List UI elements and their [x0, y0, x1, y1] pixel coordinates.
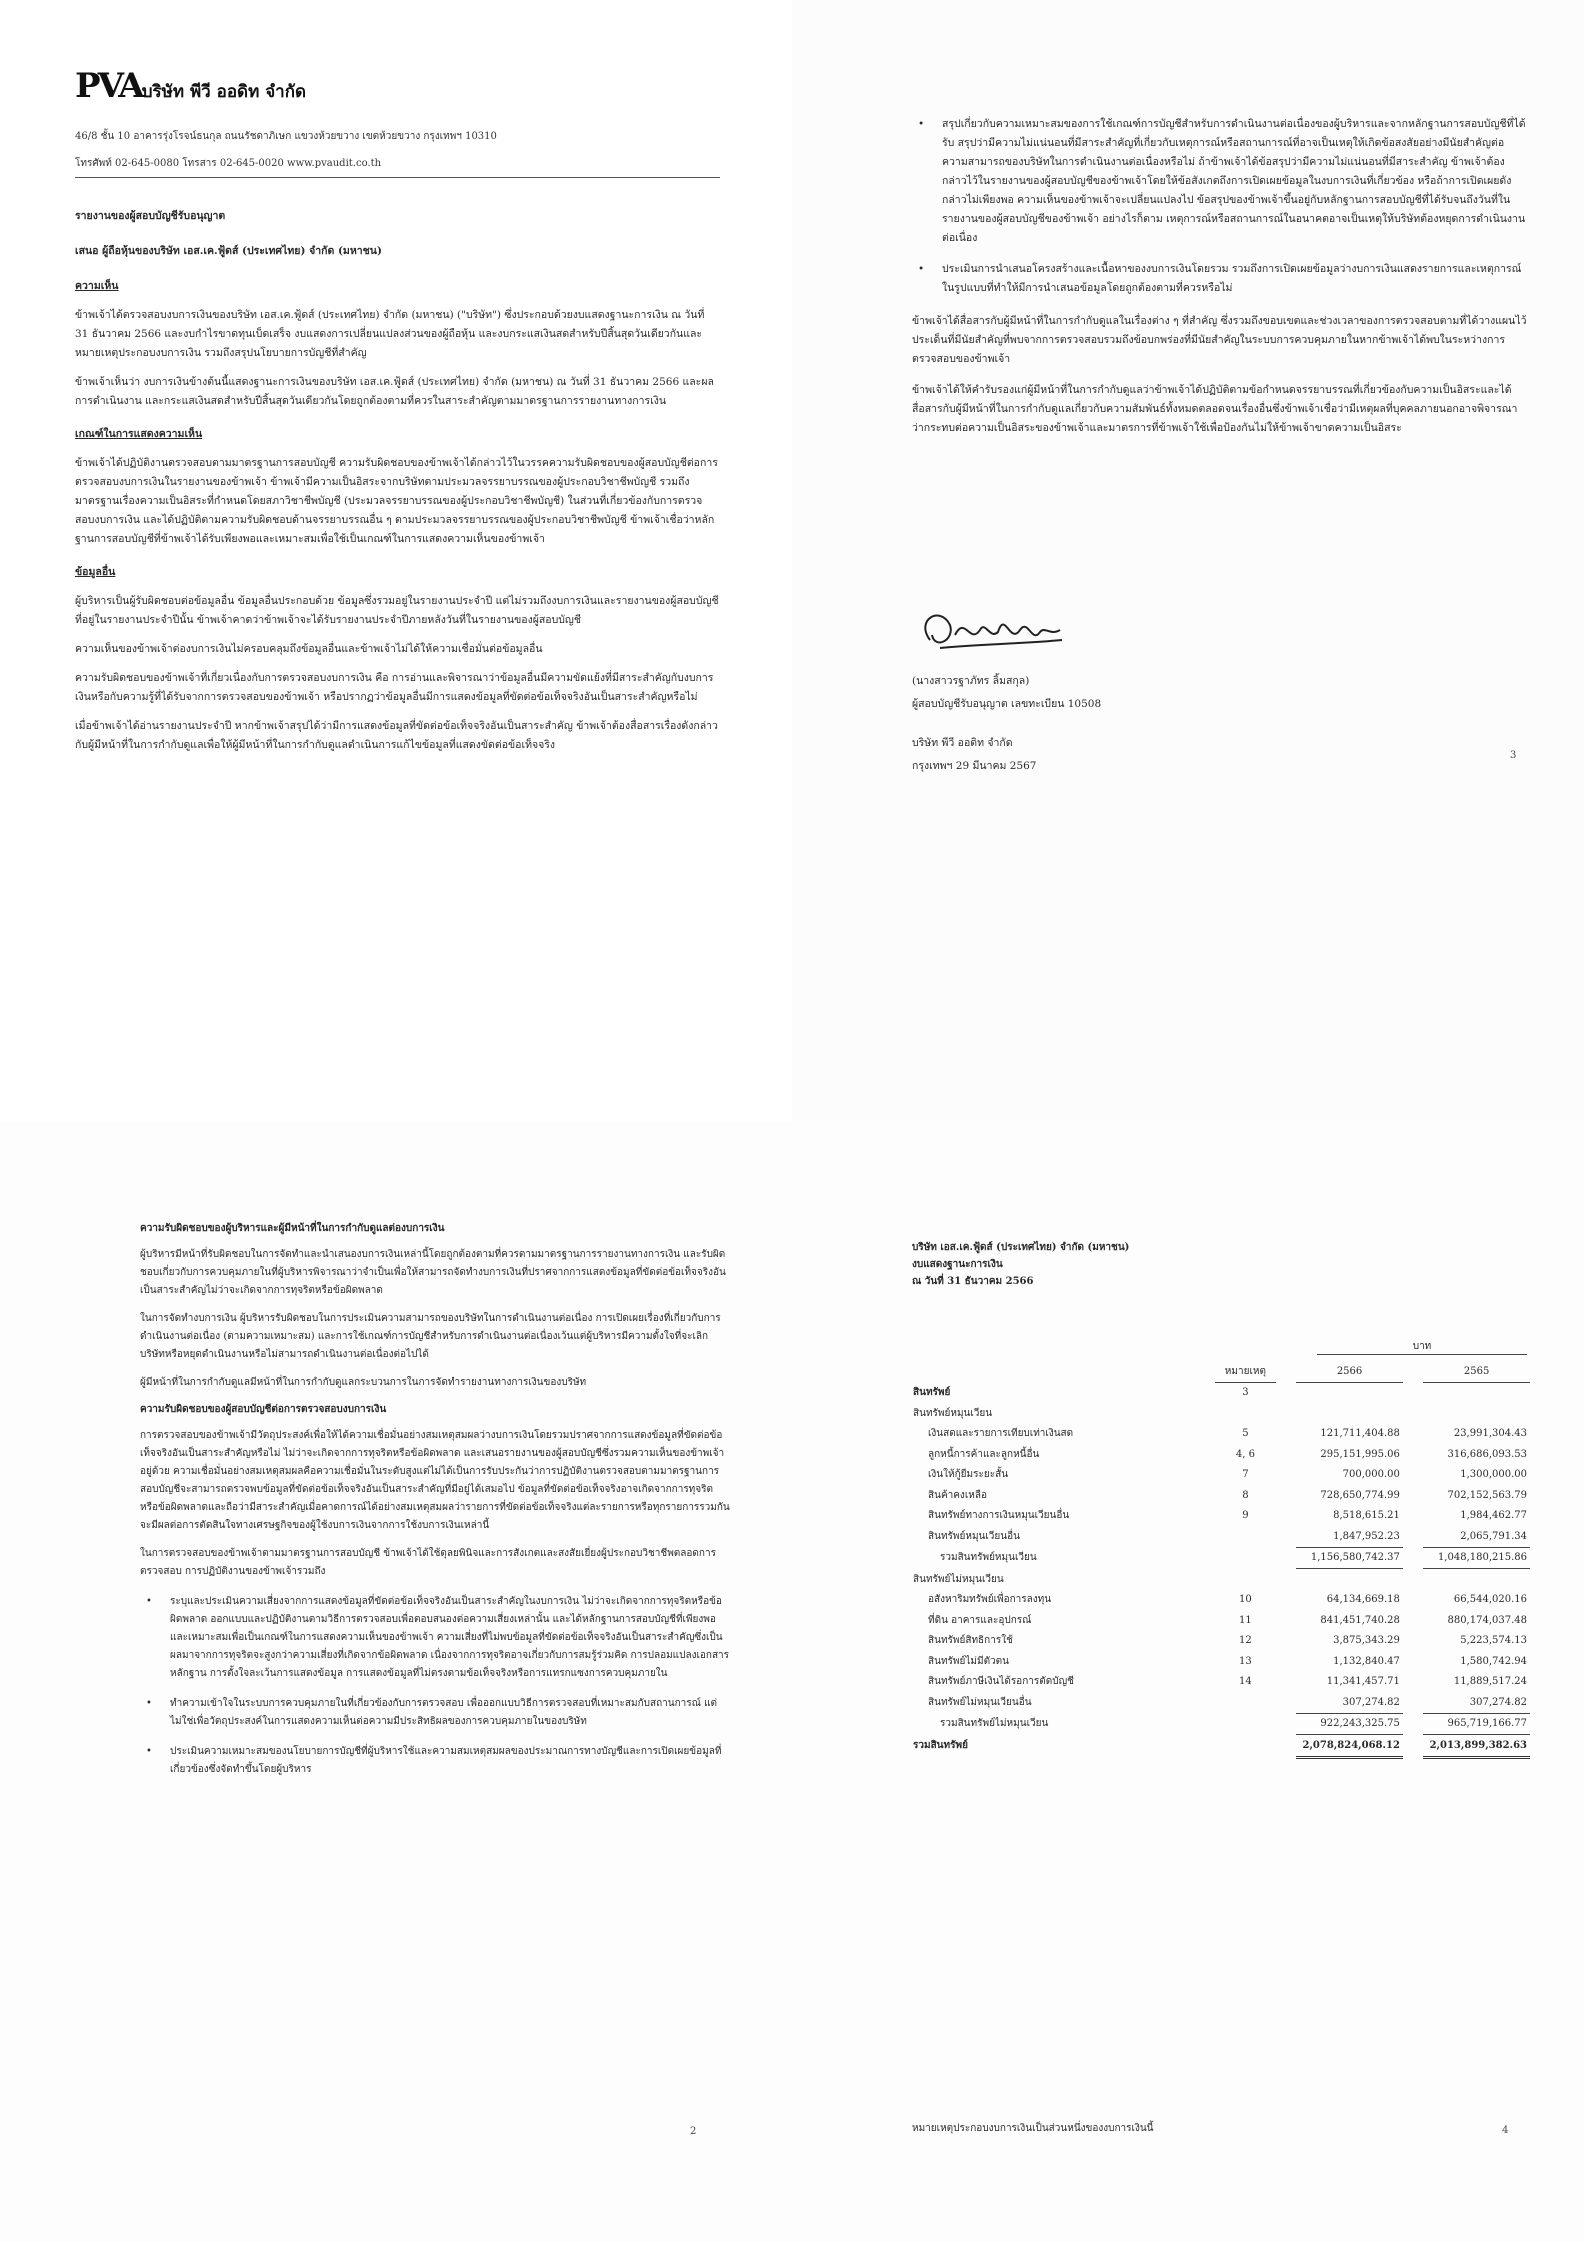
row-value-2566: 8,518,615.21 — [1333, 1510, 1400, 1522]
row-spacer — [1276, 1485, 1296, 1506]
addressee: เสนอ ผู้ถือหุ้นของบริษัท เอส.เค.ฟู้ดส์ (ประเทศไทย) จำกัด (มหาชน) — [75, 245, 382, 257]
row-label: ลูกหนี้การค้าและลูกหนี้อื่น — [928, 1448, 1040, 1460]
row-spacer — [1403, 1735, 1423, 1758]
row-note: 13 — [1239, 1655, 1252, 1667]
table-row — [910, 1382, 1530, 1403]
other-info-para-3: ความรับผิดชอบของข้าพเจ้าที่เกี่ยวเนื่องกับการตรวจสอบงบการเงิน คือ การอ่านและพิจารณาว่าข้อมูลอื่นมีความขัดแย้งที่มีสาระสำคัญกับงบการเงินหรือกับความรู้ที่ได้รับจากการตรวจสอบของข้าพเจ้า หรือปรากฏว่าข้อมูลอื่นมีการแสดงข้อมูลที่ขัดต่อข้อเท็จจริงอันเป็นสาระสำคัญหรือไม่ — [75, 672, 714, 703]
row-value-2565: 307,274.82 — [1423, 1692, 1530, 1713]
row-spacer — [1403, 1465, 1423, 1486]
row-spacer — [1276, 1672, 1296, 1693]
row-label: รวมสินทรัพย์หมุนเวียน — [940, 1552, 1037, 1564]
row-note — [1215, 1569, 1276, 1590]
row-value-2566: 1,847,952.23 — [1296, 1526, 1403, 1547]
col-header-note: หมายเหตุ — [1215, 1361, 1276, 1382]
row-value-2565: 1,300,000.00 — [1460, 1469, 1527, 1481]
row-value-2565 — [1423, 1403, 1530, 1424]
row-spacer — [1403, 1485, 1423, 1506]
table-row — [910, 1735, 1530, 1758]
row-spacer — [1403, 1610, 1423, 1631]
row-label: สินค้าคงเหลือ — [928, 1489, 987, 1501]
mgmt-para-1: ผู้บริหารมีหน้าที่รับผิดชอบในการจัดทำและนำเสนองบการเงินเหล่านี้โดยถูกต้องตามที่ควรตามมาตรฐานการรายงานทางการเงิน และรับผิดชอบเกี่ยวกับการควบคุมภายในที่ผู้บริหารพิจารณาว่าจำเป็นเพื่อให้สามารถจัดทำงบการเงินที่ปราศจากการแสดงข้อมูลที่ขัดต่อข้อเท็จจริงอันเป็นสาระสำคัญไม่ว่าจะเกิดจากการทุจริตหรือข้อผิดพลาด — [140, 1249, 726, 1296]
row-spacer — [1276, 1424, 1296, 1445]
table-row — [910, 1444, 1530, 1465]
page-3 — [792, 0, 1584, 1121]
audit-firm: บริษัท พีวี ออดิท จำกัด — [912, 737, 1013, 749]
row-spacer — [1403, 1547, 1423, 1569]
row-spacer — [1403, 1692, 1423, 1713]
page-1 — [0, 0, 792, 1121]
row-value-2565: 5,223,574.13 — [1460, 1635, 1527, 1647]
row-label: อสังหาริมทรัพย์เพื่อการลงทุน — [928, 1594, 1052, 1606]
company-logo — [75, 66, 306, 106]
table-row — [910, 1569, 1530, 1590]
row-value-2565 — [1423, 1382, 1530, 1403]
row-value-2566: 64,134,669.18 — [1326, 1594, 1400, 1606]
row-value-2566: 2,078,824,068.12 — [1296, 1735, 1403, 1758]
col-header-2565: 2565 — [1423, 1361, 1530, 1382]
row-label: สินทรัพย์ — [913, 1387, 951, 1398]
bullet-icon: • — [146, 1746, 152, 1757]
row-note: 7 — [1242, 1469, 1249, 1481]
row-spacer — [1276, 1713, 1296, 1735]
statement-date: ณ วันที่ 31 ธันวาคม 2566 — [912, 1276, 1034, 1287]
row-value-2566 — [1296, 1569, 1403, 1590]
opinion-para-2: ข้าพเจ้าเห็นว่า งบการเงินข้างต้นนี้แสดงฐานะการเงินของบริษัท เอส.เค.ฟู้ดส์ (ประเทศไทย) จำกัด (มหาชน) ณ วันที่ 31 ธันวาคม 2566 และผลการดำเนินงาน และกระแสเงินสดสำหรับปีสิ้นสุดวันเดียวกันโดยถูกต้องตามที่ควรในสาระสำคัญตามมาตรฐานการรายงานทางการเงิน — [75, 376, 714, 407]
row-spacer — [1403, 1403, 1423, 1424]
table-row — [910, 1506, 1530, 1527]
row-value-2566: 121,711,404.88 — [1320, 1428, 1400, 1440]
firm-address: 46/8 ชั้น 10 อาคารรุ่งโรจน์ธนกุล ถนนรัชดาภิเษก แขวงห้วยขวาง เขตห้วยขวาง กรุงเทพฯ 10310 — [75, 131, 497, 142]
auditor-signature — [910, 600, 1070, 660]
place-date: กรุงเทพฯ 29 มีนาคม 2567 — [912, 760, 1037, 772]
page-number: 4 — [1502, 2125, 1509, 2136]
row-spacer — [1276, 1651, 1296, 1672]
other-info-para-4: เมื่อข้าพเจ้าได้อ่านรายงานประจำปี หากข้าพเจ้าสรุปได้ว่ามีการแสดงข้อมูลที่ขัดต่อข้อเท็จจริงอันเป็นสาระสำคัญ ข้าพเจ้าต้องสื่อสารเรื่องดังกล่าวกับผู้มีหน้าที่ในการกำกับดูแลเพื่อให้ผู้มีหน้าที่ในการกำกับดูแลดำเนินการแก้ไขข้อมูลที่แสดงขัดต่อข้อเท็จจริง — [75, 720, 718, 751]
row-value-2565: 965,719,166.77 — [1423, 1713, 1530, 1735]
bullet-item: • สรุปเกี่ยวกับความเหมาะสมของการใช้เกณฑ์การบัญชีสำหรับการดำเนินงานต่อเนื่องของผู้บริหารและจากหลักฐานการสอบบัญชีที่ได้รับ สรุปว่ามีความไม่แน่นอนที่มีสาระสำคัญที่เกี่ยวกับเหตุการณ์หรือสถานการณ์ที่อาจเป็นเหตุให้เกิดข้อสงสัยอย่างมีนัยสำคัญต่อความสามารถของบริษัทในการดำเนินงานต่อเนื่องหรือไม่ ถ้าข้าพเจ้าได้ข้อสรุปว่ามีความไม่แน่นอนที่มีสาระสำคัญ ข้าพเจ้าต้องกล่าวไว้ในรายงานของผู้สอบบัญชีของข้าพเจ้าโดยให้ข้อสังเกตถึงการเปิดเผยข้อมูลในงบการเงินที่เกี่ยวข้อง หรือถ้าการเปิดเผยดังกล่าวไม่เพียงพอ ความเห็นของข้าพเจ้าจะเปลี่ยนแปลงไป ข้อสรุปของข้าพเจ้าขึ้นอยู่กับหลักฐานการสอบบัญชีที่ได้รับจนถึงวันที่ในรายงานของผู้สอบบัญชีของข้าพเจ้า อย่างไรก็ตาม เหตุการณ์หรือสถานการณ์ในอนาคตอาจเป็นเหตุให้บริษัทต้องหยุดการดำเนินงานต่อเนื่อง — [912, 115, 1527, 248]
row-note: 12 — [1239, 1635, 1252, 1647]
table-row — [910, 1590, 1530, 1611]
row-value-2566: 922,243,325.75 — [1296, 1713, 1403, 1735]
row-value-2565: 702,152,563.79 — [1447, 1489, 1527, 1501]
row-spacer — [1276, 1403, 1296, 1424]
page-number: 3 — [1510, 750, 1517, 761]
row-spacer — [1276, 1590, 1296, 1611]
row-note: 8 — [1242, 1489, 1249, 1501]
row-spacer — [1403, 1713, 1423, 1735]
row-spacer — [1403, 1444, 1423, 1465]
row-note — [1215, 1713, 1276, 1735]
mgmt-para-3: ผู้มีหน้าที่ในการกำกับดูแลมีหน้าที่ในการกำกับดูแลกระบวนการในการจัดทำรายงานทางการเงินของบริษัท — [140, 1377, 587, 1388]
row-note — [1215, 1403, 1276, 1424]
row-value-2566 — [1296, 1382, 1403, 1403]
row-value-2566: 3,875,343.29 — [1333, 1635, 1400, 1647]
firm-contact: โทรศัพท์ 02-645-0080 โทรสาร 02-645-0020 www.pvaudit.co.th — [75, 158, 382, 169]
bullet-icon: • — [918, 263, 925, 275]
row-value-2566: 11,341,457.71 — [1326, 1676, 1400, 1688]
row-spacer — [1403, 1424, 1423, 1445]
signer-title: ผู้สอบบัญชีรับอนุญาต เลขทะเบียน 10508 — [912, 698, 1102, 710]
row-value-2566: 1,156,580,742.37 — [1296, 1547, 1403, 1569]
row-spacer — [1403, 1631, 1423, 1652]
row-value-2565: 2,065,791.34 — [1423, 1526, 1530, 1547]
row-spacer — [1403, 1382, 1423, 1403]
row-note: 3 — [1242, 1387, 1249, 1399]
communication-para-1: ข้าพเจ้าได้สื่อสารกับผู้มีหน้าที่ในการกำกับดูแลในเรื่องต่าง ๆ ที่สำคัญ ซึ่งรวมถึงขอบเขตและช่วงเวลาของการตรวจสอบตามที่ได้วางแผนไว้ ประเด็นที่มีนัยสำคัญที่พบจากการตรวจสอบรวมถึงข้อบกพร่องที่มีนัยสำคัญในระบบการควบคุมภายในหากข้าพเจ้าได้พบในระหว่างการตรวจสอบของข้าพเจ้า — [912, 315, 1527, 365]
row-spacer — [1276, 1382, 1296, 1403]
row-note — [1215, 1735, 1276, 1758]
mgmt-para-2: ในการจัดทำงบการเงิน ผู้บริหารรับผิดชอบในการประเมินความสามารถของบริษัทในการดำเนินงานต่อเนื่อง การเปิดเผยเรื่องที่เกี่ยวกับการดำเนินงานต่อเนื่อง (ตามความเหมาะสม) และการใช้เกณฑ์การบัญชีสำหรับการดำเนินงานต่อเนื่องเว้นแต่ผู้บริหารมีความตั้งใจที่จะเลิกบริษัทหรือหยุดดำเนินงานหรือไม่สามารถดำเนินงานต่อเนื่องต่อไปได้ — [140, 1313, 721, 1360]
row-value-2565: 1,580,742.94 — [1460, 1655, 1527, 1667]
row-spacer — [1403, 1651, 1423, 1672]
balance-sheet-body — [910, 1382, 1530, 1757]
row-label: สินทรัพย์หมุนเวียนอื่น — [928, 1531, 1020, 1542]
signer-name: (นางสาวรฐาภัทร ลิ้มสกุล) — [912, 675, 1030, 687]
row-label: สินทรัพย์ไม่หมุนเวียน — [913, 1573, 1004, 1585]
row-note — [1215, 1526, 1276, 1547]
basis-para: ข้าพเจ้าได้ปฏิบัติงานตรวจสอบตามมาตรฐานการสอบบัญชี ความรับผิดชอบของข้าพเจ้าได้กล่าวไว้ในวรรคความรับผิดชอบของผู้สอบบัญชีต่อการตรวจสอบงบการเงินในรายงานของข้าพเจ้า ข้าพเจ้ามีความเป็นอิสระจากบริษัทตามประมวลจรรยาบรรณของผู้ประกอบวิชาชีพบัญชี รวมถึงมาตรฐานเรื่องความเป็นอิสระที่กำหนดโดยสภาวิชาชีพบัญชี (ประมวลจรรยาบรรณของผู้ประกอบวิชาชีพบัญชี) ในส่วนที่เกี่ยวข้องกับการตรวจสอบงบการเงิน และได้ปฏิบัติตามความรับผิดชอบด้านจรรยาบรรณอื่น ๆ ตามประมวลจรรยาบรรณของผู้ประกอบวิชาชีพบัญชี ข้าพเจ้าเชื่อว่าหลักฐานการสอบบัญชีที่ข้าพเจ้าได้รับเพียงพอและเหมาะสมเพื่อใช้เป็นเกณฑ์ในการแสดงความเห็นของข้าพเจ้า — [75, 457, 718, 545]
row-spacer — [1403, 1506, 1423, 1527]
row-note: 10 — [1239, 1594, 1252, 1606]
balance-sheet-table — [910, 1361, 1530, 1759]
table-row — [910, 1713, 1530, 1735]
row-spacer — [1403, 1590, 1423, 1611]
row-value-2565: 11,889,517.24 — [1453, 1676, 1527, 1688]
row-value-2565: 880,174,037.48 — [1447, 1614, 1527, 1626]
row-note — [1215, 1692, 1276, 1713]
bullet-item: • ประเมินการนำเสนอโครงสร้างและเนื้อหาของงบการเงินโดยรวม รวมถึงการเปิดเผยข้อมูลว่างบการเงินแสดงรายการและเหตุการณ์ในรูปแบบที่ทำให้มีการนำเสนอข้อมูลโดยถูกต้องตามที่ควรหรือไม่ — [912, 260, 1527, 298]
row-value-2566: 700,000.00 — [1342, 1469, 1400, 1481]
opinion-para-1: ข้าพเจ้าได้ตรวจสอบงบการเงินของบริษัท เอส.เค.ฟู้ดส์ (ประเทศไทย) จำกัด (มหาชน) ("บริษัท") ซึ่งประกอบด้วยงบแสดงฐานะการเงิน ณ วันที่ 31 ธันวาคม 2566 และงบกำไรขาดทุนเบ็ดเสร็จ งบแสดงการเปลี่ยนแปลงส่วนของผู้ถือหุ้น และงบกระแสเงินสดสำหรับปีสิ้นสุดวันเดียวกันและหมายเหตุประกอบงบการเงิน รวมถึงสรุปนโยบายการบัญชีที่สำคัญ — [75, 309, 705, 359]
row-spacer — [1403, 1569, 1423, 1590]
row-spacer — [1276, 1569, 1296, 1590]
other-info-para-2: ความเห็นของข้าพเจ้าต่องบการเงินไม่ครอบคลุมถึงข้อมูลอื่นและข้าพเจ้าไม่ได้ให้ความเชื่อมั่นต่อข้อมูลอื่น — [75, 643, 543, 655]
row-spacer — [1276, 1526, 1296, 1547]
page3-bullet-list — [912, 115, 1527, 298]
table-row — [910, 1485, 1530, 1506]
report-title: รายงานของผู้สอบบัญชีรับอนุญาต — [75, 210, 226, 222]
row-note: 9 — [1242, 1510, 1249, 1522]
bullet-icon: • — [918, 118, 925, 130]
row-value-2566 — [1296, 1403, 1403, 1424]
row-label: สินทรัพย์ภาษีเงินได้รอการตัดบัญชี — [928, 1676, 1074, 1688]
row-label: เงินให้กู้ยืมระยะสั้น — [928, 1469, 1009, 1481]
table-row — [910, 1424, 1530, 1445]
row-spacer — [1276, 1692, 1296, 1713]
communication-para-2: ข้าพเจ้าได้ให้คำรับรองแก่ผู้มีหน้าที่ในการกำกับดูแลว่าข้าพเจ้าได้ปฏิบัติตามข้อกำหนดจรรยาบรรณที่เกี่ยวข้องกับความเป็นอิสระและได้สื่อสารกับผู้มีหน้าที่ในการกำกับดูแลเกี่ยวกับความสัมพันธ์ทั้งหมดตลอดจนเรื่องอื่นซึ่งข้าพเจ้าเชื่อว่ามีเหตุผลที่บุคคลภายนอกอาจพิจารณาว่ากระทบต่อความเป็นอิสระของข้าพเจ้าและมาตรการที่ข้าพเจ้าใช้เพื่อป้องกันไม่ให้ข้าพเจ้าขาดความเป็นอิสระ — [912, 384, 1518, 434]
bullet-item: • ทำความเข้าใจในระบบการควบคุมภายในที่เกี่ยวข้องกับการตรวจสอบ เพื่อออกแบบวิธีการตรวจสอบที่เหมาะสมกับสถานการณ์ แต่ไม่ใช่เพื่อวัตถุประสงค์ในการแสดงความเห็นต่อความมีประสิทธิผลของการควบคุมภายในของบริษัท — [140, 1695, 730, 1731]
row-value-2565: 2,013,899,382.63 — [1423, 1735, 1530, 1758]
row-spacer — [1403, 1526, 1423, 1547]
row-value-2566: 841,451,740.28 — [1320, 1614, 1400, 1626]
table-row — [910, 1672, 1530, 1693]
table-row — [910, 1465, 1530, 1486]
row-spacer — [1276, 1547, 1296, 1569]
page-number: 2 — [690, 2126, 697, 2137]
row-value-2565 — [1423, 1569, 1530, 1590]
row-value-2565: 316,686,093.53 — [1447, 1448, 1527, 1460]
row-label: สินทรัพย์สิทธิการใช้ — [928, 1635, 1013, 1647]
row-spacer — [1276, 1631, 1296, 1652]
heading-basis: เกณฑ์ในการแสดงความเห็น — [75, 428, 203, 440]
bullet-item: • ประเมินความเหมาะสมของนโยบายการบัญชีที่ผู้บริหารใช้และความสมเหตุสมผลของประมาณการทางบัญชีและการเปิดเผยข้อมูลที่เกี่ยวข้องซึ่งจัดทำขึ้นโดยผู้บริหาร — [140, 1743, 730, 1779]
heading-opinion: ความเห็น — [75, 280, 119, 292]
heading-other-info: ข้อมูลอื่น — [75, 566, 116, 578]
statement-company: บริษัท เอส.เค.ฟู้ดส์ (ประเทศไทย) จำกัด (มหาชน) — [912, 1242, 1130, 1253]
col-header-2566: 2566 — [1296, 1361, 1403, 1382]
auditor-para-2: ในการตรวจสอบของข้าพเจ้าตามมาตรฐานการสอบบัญชี ข้าพเจ้าได้ใช้ดุลยพินิจและการสังเกตและสงสัยเยี่ยงผู้ประกอบวิชาชีพตลอดการตรวจสอบ การปฏิบัติงานของข้าพเจ้ารวมถึง — [140, 1548, 716, 1577]
row-note: 11 — [1239, 1614, 1252, 1626]
currency-header: บาท — [1317, 1339, 1527, 1355]
row-label: รวมสินทรัพย์ — [913, 1740, 968, 1752]
row-note: 4, 6 — [1235, 1448, 1255, 1460]
table-row — [910, 1692, 1530, 1713]
row-value-2566: 295,151,995.06 — [1320, 1448, 1400, 1460]
row-value-2565: 23,991,304.43 — [1453, 1428, 1527, 1440]
row-value-2565: 1,048,180,215.86 — [1423, 1547, 1530, 1569]
row-spacer — [1403, 1672, 1423, 1693]
row-label: ที่ดิน อาคารและอุปกรณ์ — [928, 1614, 1032, 1626]
logo-company-name: บริษัท พีวี ออดิท จำกัด — [141, 82, 307, 102]
row-note: 14 — [1239, 1676, 1252, 1688]
row-value-2566: 1,132,840.47 — [1333, 1655, 1400, 1667]
row-spacer — [1276, 1735, 1296, 1758]
row-label: สินทรัพย์ไม่มีตัวตน — [928, 1655, 1010, 1667]
statement-footer-note: หมายเหตุประกอบงบการเงินเป็นส่วนหนึ่งของงบการเงินนี้ — [912, 2123, 1154, 2134]
row-spacer — [1276, 1610, 1296, 1631]
page-4 — [792, 1121, 1584, 2242]
bullet-icon: • — [146, 1596, 152, 1607]
row-label: รวมสินทรัพย์ไม่หมุนเวียน — [940, 1718, 1049, 1730]
logo-mark: PVA — [75, 66, 142, 106]
table-row — [910, 1526, 1530, 1547]
row-spacer — [1276, 1506, 1296, 1527]
header-rule — [75, 177, 720, 178]
row-spacer — [1276, 1465, 1296, 1486]
row-label: สินทรัพย์ทางการเงินหมุนเวียนอื่น — [928, 1510, 1070, 1522]
bullet-icon: • — [146, 1698, 152, 1709]
row-value-2565: 66,544,020.16 — [1453, 1594, 1527, 1606]
row-label: สินทรัพย์ไม่หมุนเวียนอื่น — [928, 1697, 1032, 1708]
other-info-para-1: ผู้บริหารเป็นผู้รับผิดชอบต่อข้อมูลอื่น ข้อมูลอื่นประกอบด้วย ข้อมูลซึ่งรวมอยู่ในรายงานประจำปี แต่ไม่รวมถึงงบการเงินและรายงานของผู้สอบบัญชีที่อยู่ในรายงานประจำปีนั้น ข้าพเจ้าคาดว่าข้าพเจ้าจะได้รับรายงานประจำปีภายหลังวันที่ในรายงานของผู้สอบบัญชี — [75, 595, 719, 626]
table-row — [910, 1631, 1530, 1652]
table-row — [910, 1651, 1530, 1672]
row-value-2566: 307,274.82 — [1296, 1692, 1403, 1713]
table-row — [910, 1403, 1530, 1424]
statement-title: งบแสดงฐานะการเงิน — [912, 1259, 1003, 1270]
table-row — [910, 1610, 1530, 1631]
row-label: เงินสดและรายการเทียบเท่าเงินสด — [928, 1428, 1074, 1440]
heading-management-resp: ความรับผิดชอบของผู้บริหารและผู้มีหน้าที่ในการกำกับดูแลต่องบการเงิน — [140, 1223, 445, 1234]
heading-auditor-resp: ความรับผิดชอบของผู้สอบบัญชีต่อการตรวจสอบงบการเงิน — [140, 1404, 387, 1415]
row-value-2566: 728,650,774.99 — [1320, 1489, 1400, 1501]
row-note: 5 — [1242, 1428, 1249, 1440]
auditor-para-1: การตรวจสอบของข้าพเจ้ามีวัตถุประสงค์เพื่อให้ได้ความเชื่อมั่นอย่างสมเหตุสมผลว่างบการเงินโดยรวมปราศจากการแสดงข้อมูลที่ขัดต่อข้อเท็จจริงอันเป็นสาระสำคัญหรือไม่ ไม่ว่าจะเกิดจากการทุจริตหรือข้อผิดพลาด และเสนอรายงานของผู้สอบบัญชีซึ่งรวมความเห็นของข้าพเจ้าอยู่ด้วย ความเชื่อมั่นอย่างสมเหตุสมผลคือความเชื่อมั่นในระดับสูงแต่ไม่ได้เป็นการรับประกันว่าการปฏิบัติงานตรวจสอบตามมาตรฐานการสอบบัญชีจะสามารถตรวจพบข้อมูลที่ขัดต่อข้อเท็จจริงอันเป็นสาระสำคัญที่มีอยู่ได้เสมอไป ข้อมูลที่ขัดต่อข้อเท็จจริงอาจเกิดจากการทุจริตหรือข้อผิดพลาดและถือว่ามีสาระสำคัญเมื่อคาดการณ์ได้อย่างสมเหตุสมผลว่ารายการที่ขัดต่อข้อเท็จจริงแต่ละรายการหรือทุกรายการรวมกันจะมีผลต่อการตัดสินใจทางเศรษฐกิจของผู้ใช้งบการเงินจากการใช้งบการเงินเหล่านี้ — [140, 1430, 730, 1531]
table-row — [910, 1547, 1530, 1569]
row-value-2565: 1,984,462.77 — [1460, 1510, 1527, 1522]
row-label: สินทรัพย์หมุนเวียน — [913, 1407, 993, 1419]
row-spacer — [1276, 1444, 1296, 1465]
page-2 — [0, 1121, 792, 2242]
table-header-row — [910, 1361, 1530, 1382]
page2-bullet-list — [140, 1593, 730, 1779]
bullet-item: • ระบุและประเมินความเสี่ยงจากการแสดงข้อมูลที่ขัดต่อข้อเท็จจริงอันเป็นสาระสำคัญในงบการเงิน ไม่ว่าจะเกิดจากการทุจริตหรือข้อผิดพลาด ออกแบบและปฏิบัติงานตามวิธีการตรวจสอบเพื่อตอบสนองต่อความเสี่ยงเหล่านั้น และได้หลักฐานการสอบบัญชีที่เพียงพอและเหมาะสมเพื่อเป็นเกณฑ์ในการแสดงความเห็นของข้าพเจ้า ความเสี่ยงที่ไม่พบข้อมูลที่ขัดต่อข้อเท็จจริงอันเป็นสาระสำคัญซึ่งเป็นผลมาจากการทุจริตจะสูงกว่าความเสี่ยงที่เกิดจากข้อผิดพลาด เนื่องจากการทุจริตอาจเกี่ยวกับการสมรู้ร่วมคิด การปลอมแปลงเอกสารหลักฐาน การตั้งใจละเว้นการแสดงข้อมูล การแสดงข้อมูลที่ไม่ตรงตามข้อเท็จจริงหรือการแทรกแซงการควบคุมภายใน — [140, 1593, 730, 1683]
row-note — [1215, 1547, 1276, 1569]
